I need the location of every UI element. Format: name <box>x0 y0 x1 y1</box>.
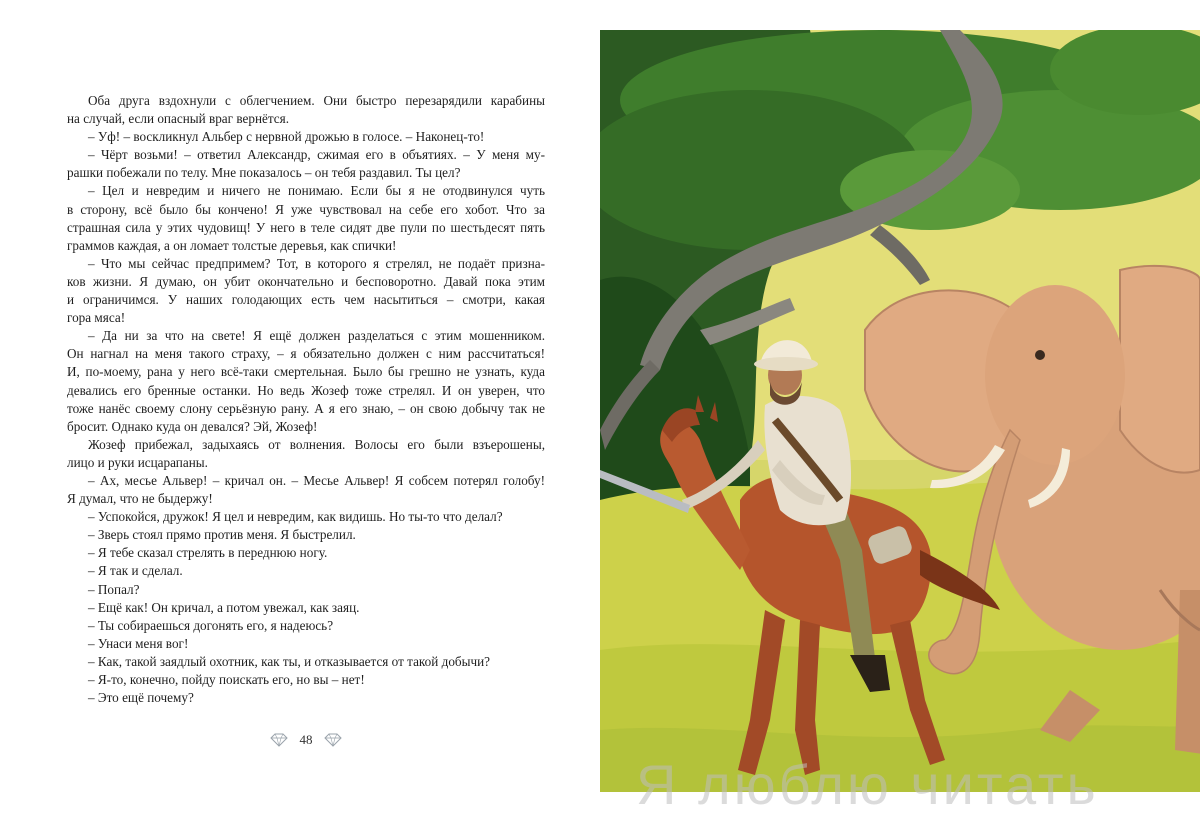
text-line: – Ах, месье Альвер! – кричал он. – Месье Альвер! Я собсем потерял голобу! <box>88 472 545 488</box>
page-number <box>270 730 342 750</box>
watermark: Я люблю читать <box>636 753 1099 816</box>
hunting-scene-illustration <box>600 30 1200 792</box>
text-line: и ограничимся. У наших голодающих есть чем насытиться – смотри, какая <box>67 292 545 308</box>
text-line: страшная сила у этих чудовищ! У него в теле сидят две пули по шестьдесят пять <box>67 219 545 235</box>
text-line: – Да ни за что на свете! Я ещё должен разделаться с этим мошенником. <box>88 328 545 344</box>
text-line: – Зверь стоял прямо против меня. Я быстрелил. <box>88 527 356 543</box>
text-line: – Это ещё почему? <box>88 690 194 706</box>
text-line: – Успокойся, дружок! Я цел и невредим, как видишь. Но ты-то что делал? <box>88 509 503 525</box>
text-line: на случай, если опасный враг вернётся. <box>67 111 289 127</box>
text-line: И, по-моему, рана у него всё-таки смертельная. Было бы грешно не узнать, куда <box>67 364 545 380</box>
text-line: в сторону, всё было бы кончено! Я уже чувствовал на себе его хобот. Что за <box>67 201 545 217</box>
text-line: – Цел и невредим и ничего не понимаю. Если бы я не отодвинулся чуть <box>88 183 545 199</box>
text-line: Оба друга вздохнули с облегчением. Они быстро перезарядили карабины <box>88 93 545 108</box>
text-line: девались его бренные останки. Но ведь Жозеф тоже стрелял. И он уверен, что <box>67 382 545 398</box>
text-line: – Ты собираешься догонять его, я надеюсь? <box>88 617 334 633</box>
text-line: – Как, такой заядлый охотник, как ты, и отказывается от такой добычи? <box>88 653 491 669</box>
page-number-text: 48 <box>299 732 313 747</box>
text-line: – Унаси меня вог! <box>88 635 189 651</box>
text-line: – Я так и сделал. <box>88 563 183 579</box>
text-line: рашки побежали по телу. Мне показалось – он тебя раздавил. Ты цел? <box>67 165 461 181</box>
text-line: Он нагнал на меня такого страху, – я обязательно должен с ним рассчитаться! <box>67 346 545 362</box>
text-line: граммов каждая, а он ломает толстые деревья, как спички! <box>67 237 397 253</box>
text-line: – Чёрт возьми! – ответил Александр, сжимая его в объятиях. – У меня му- <box>88 147 545 163</box>
text-line: Я думал, что не быдержу! <box>67 491 213 507</box>
text-line: ков жизни. Я думаю, он убит окончательно и бесповоротно. Давай пока этим <box>67 273 545 289</box>
diamond-ornament-icon <box>270 733 288 747</box>
body-text <box>67 92 545 707</box>
text-line: – Уф! – воскликнул Альбер с нервной дрожью в голосе. – Наконец-то! <box>88 129 485 145</box>
text-line: – Попал? <box>88 581 140 597</box>
text-line: Жозеф прибежал, задыхаясь от волнения. Волосы его были взъерошены, <box>88 436 545 452</box>
text-line: – Ещё как! Он кричал, а потом увежал, как заяц. <box>88 599 360 615</box>
text-line: гора мяса! <box>67 310 126 326</box>
illustration <box>600 30 1200 792</box>
text-line: лицо и руки исцарапаны. <box>67 454 208 470</box>
text-line: бросит. Однако куда он девался? Эй, Жозеф! <box>67 418 318 434</box>
text-line: – Я тебе сказал стрелять в переднюю ногу. <box>88 545 328 561</box>
diamond-ornament-icon <box>324 733 342 747</box>
text-line: – Что мы сейчас предпримем? Тот, в которого я стрелял, не подаёт призна- <box>88 255 545 271</box>
text-line: тоже нанёс своему слону серьёзную рану. А я его знаю, – он свою добычу так не <box>67 400 545 416</box>
text-line: – Я-то, конечно, пойду поискать его, но вы – нет! <box>88 672 365 687</box>
